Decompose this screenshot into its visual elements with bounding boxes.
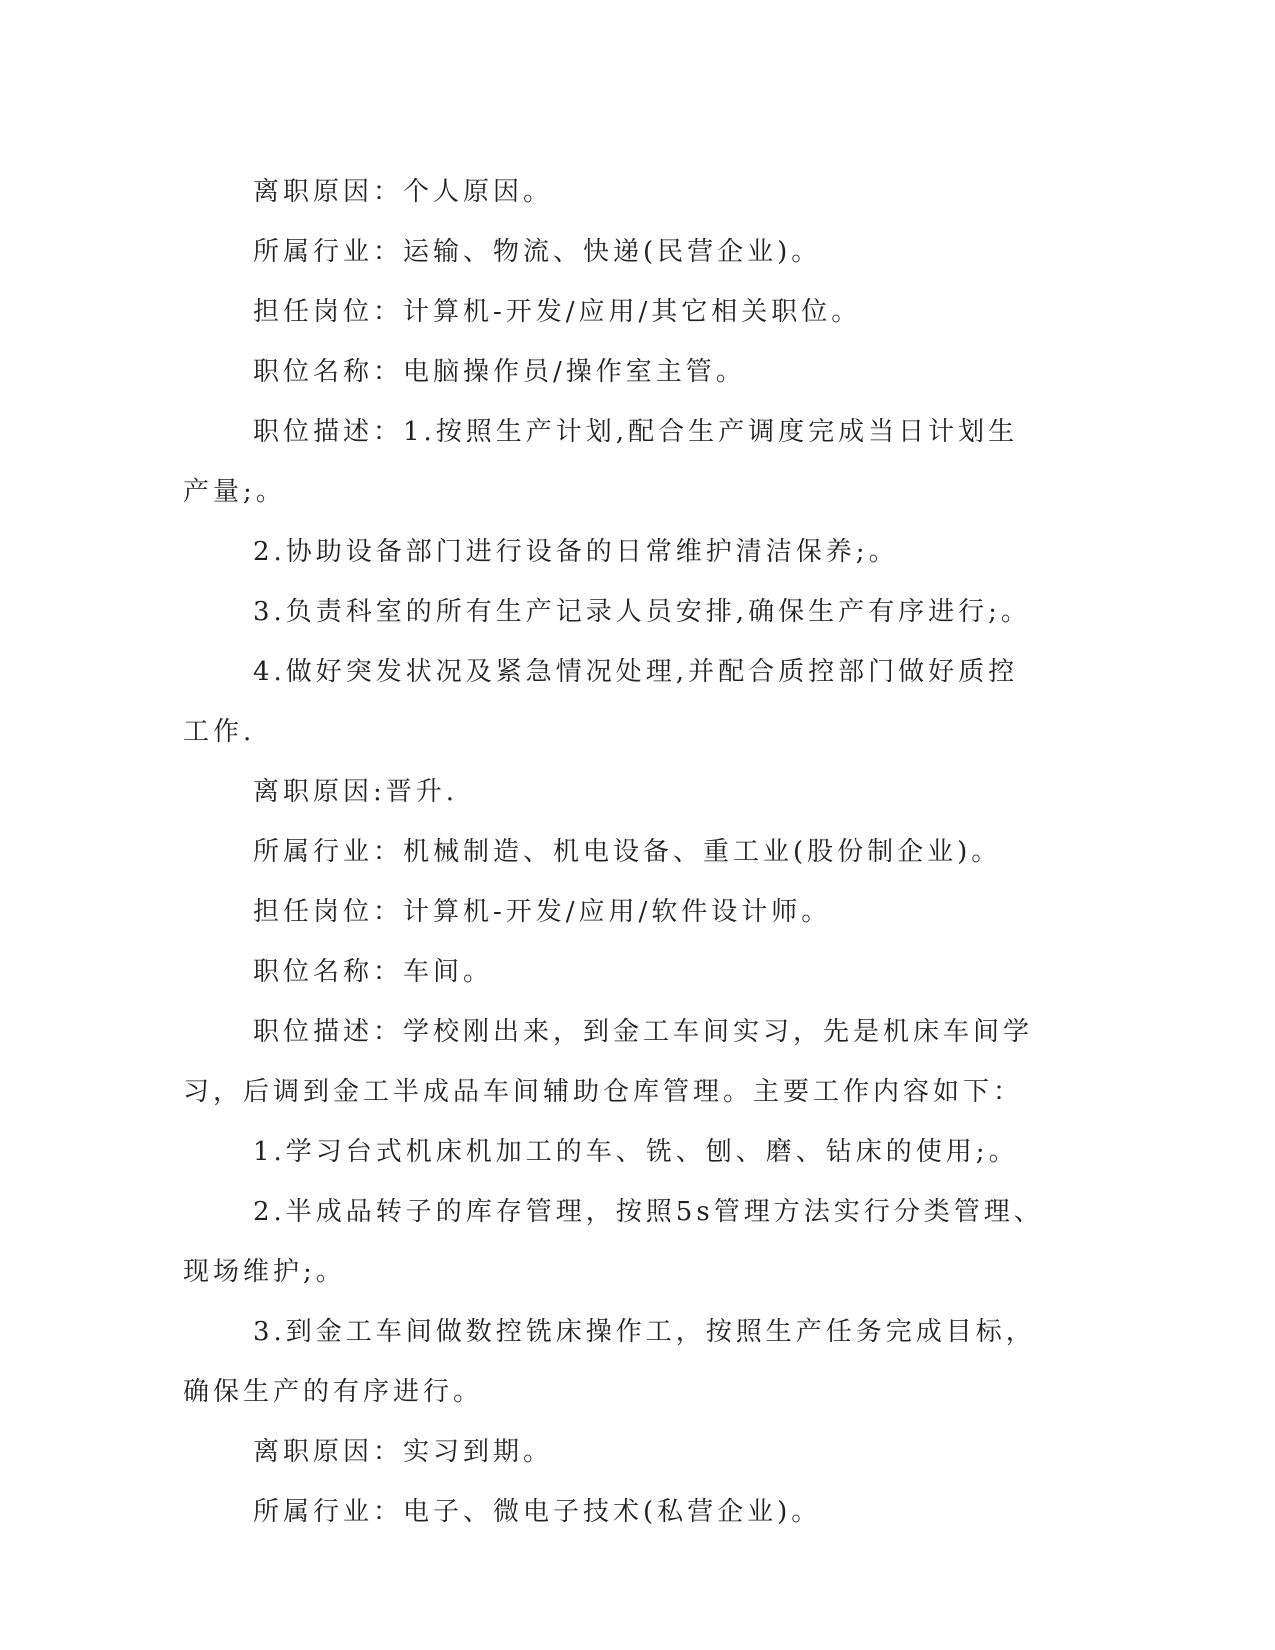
paragraph-job-desc-item-2: 2.协助设备部门进行设备的日常维护清洁保养;。: [253, 537, 899, 567]
paragraph-industry-3: 所属行业：电子、微电子技术(私营企业)。: [253, 1497, 822, 1527]
paragraph-job-desc-2: 职位描述：学校刚出来，到金工车间实习，先是机床车间学习，后调到金工半成品车间辅助仓库管理。主要工作内容如下：: [183, 1017, 1034, 1107]
paragraph-resign-reason-2: 离职原因:晋升.: [253, 777, 459, 807]
document-body: [183, 162, 1045, 1542]
paragraph-job-title-1: 职位名称：电脑操作员/操作室主管。: [253, 357, 746, 387]
paragraph-resign-reason-3: 离职原因：实习到期。: [253, 1437, 554, 1467]
paragraph-position-1: 担任岗位：计算机-开发/应用/其它相关职位。: [253, 297, 862, 327]
paragraph-position-2: 担任岗位：计算机-开发/应用/软件设计师。: [253, 897, 832, 927]
paragraph-job-desc-2-item-3: 3.到金工车间做数控铣床操作工，按照生产任务完成目标，确保生产的有序进行。: [183, 1317, 1036, 1407]
paragraph-industry-2: 所属行业：机械制造、机电设备、重工业(股份制企业)。: [253, 837, 1002, 867]
paragraph-job-desc-item-3: 3.负责科室的所有生产记录人员安排,确保生产有序进行;。: [253, 597, 1031, 627]
paragraph-job-title-2: 职位名称：车间。: [253, 957, 494, 987]
paragraph-resign-reason-1: 离职原因：个人原因。: [253, 177, 554, 207]
paragraph-job-desc-2-item-1: 1.学习台式机床机加工的车、铣、刨、磨、钻床的使用;。: [253, 1137, 1019, 1167]
paragraph-job-desc-item-4: 4.做好突发状况及紧急情况处理,并配合质控部门做好质控工作.: [183, 657, 1019, 747]
paragraph-job-desc-1: 职位描述：1.按照生产计划,配合生产调度完成当日计划生产量;。: [183, 417, 1019, 507]
paragraph-job-desc-2-item-2: 2.半成品转子的库存管理，按照5s管理方法实行分类管理、现场维护;。: [183, 1197, 1044, 1287]
paragraph-industry-1: 所属行业：运输、物流、快递(民营企业)。: [253, 237, 822, 267]
